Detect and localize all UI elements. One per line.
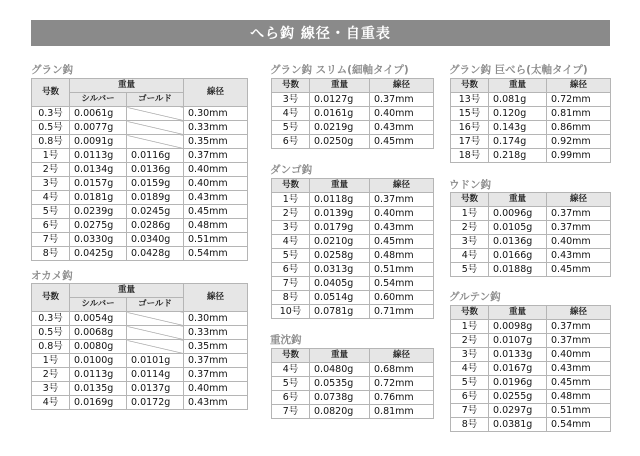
table-row — [451, 348, 611, 362]
table-row — [272, 263, 434, 277]
cell-diameter: 0.45mm — [184, 205, 248, 219]
table-kyobera — [450, 78, 611, 163]
table-row — [451, 93, 611, 107]
cell-gou: 1号 — [32, 354, 70, 368]
cell-gou: 2号 — [32, 163, 70, 177]
cell-gou: 0.5号 — [32, 121, 70, 135]
cell-diameter: 0.43mm — [547, 249, 611, 263]
cell-silver: 0.0113g — [70, 368, 127, 382]
cell-gold — [127, 107, 184, 121]
cell-gold: 0.0137g — [127, 382, 184, 396]
table-row — [451, 207, 611, 221]
cell-diameter: 0.37mm — [370, 93, 434, 107]
table-row — [272, 193, 434, 207]
header-gou: 号数 — [451, 79, 489, 93]
cell-weight: 0.0105g — [489, 221, 547, 235]
table-row — [32, 382, 248, 396]
cell-diameter: 0.30mm — [184, 312, 248, 326]
cell-gou: 5号 — [272, 377, 310, 391]
cell-weight: 0.0136g — [489, 235, 547, 249]
cell-weight: 0.0313g — [310, 263, 370, 277]
cell-diameter: 0.60mm — [370, 291, 434, 305]
cell-gou: 18号 — [451, 149, 489, 163]
cell-diameter: 0.33mm — [184, 326, 248, 340]
table-row — [451, 320, 611, 334]
cell-weight: 0.0210g — [310, 235, 370, 249]
cell-weight: 0.0480g — [310, 363, 370, 377]
table-row — [32, 177, 248, 191]
table-row — [32, 326, 248, 340]
header-diameter: 線径 — [547, 306, 611, 320]
table-row — [451, 121, 611, 135]
cell-gou: 7号 — [272, 277, 310, 291]
cell-gold: 0.0189g — [127, 191, 184, 205]
table-row — [451, 334, 611, 348]
table-row — [32, 219, 248, 233]
cell-weight: 0.0139g — [310, 207, 370, 221]
cell-weight: 0.0161g — [310, 107, 370, 121]
cell-weight: 0.120g — [489, 107, 547, 121]
table-row — [272, 135, 434, 149]
table-gluten — [450, 305, 611, 432]
cell-gou: 16号 — [451, 121, 489, 135]
cell-weight: 0.0098g — [489, 320, 547, 334]
cell-weight: 0.0167g — [489, 362, 547, 376]
table-row — [32, 121, 248, 135]
header-gou: 号数 — [32, 79, 70, 107]
table-row — [32, 205, 248, 219]
cell-weight: 0.0820g — [310, 405, 370, 419]
cell-gou: 3号 — [272, 93, 310, 107]
cell-diameter: 0.40mm — [547, 348, 611, 362]
header-weight: 重量 — [70, 79, 184, 93]
cell-gold — [127, 312, 184, 326]
table-dango — [271, 178, 434, 319]
table-row — [451, 376, 611, 390]
header-diameter: 線径 — [184, 79, 248, 107]
table-udon — [450, 192, 611, 277]
table-row — [272, 121, 434, 135]
cell-diameter: 0.43mm — [184, 191, 248, 205]
cell-gold — [127, 121, 184, 135]
header-gou: 号数 — [272, 349, 310, 363]
cell-gou: 3号 — [32, 382, 70, 396]
cell-silver: 0.0080g — [70, 340, 127, 354]
cell-diameter: 0.43mm — [370, 221, 434, 235]
cell-diameter: 0.45mm — [547, 263, 611, 277]
header-weight: 重量 — [310, 349, 370, 363]
header-gou: 号数 — [272, 179, 310, 193]
table-row — [451, 107, 611, 121]
table-row — [272, 235, 434, 249]
cell-weight: 0.0255g — [489, 390, 547, 404]
cell-gou: 6号 — [272, 391, 310, 405]
cell-diameter: 0.37mm — [547, 320, 611, 334]
section-title-udon: ウドン鈎 — [449, 179, 491, 191]
section-title-okame: オカメ鈎 — [31, 270, 73, 282]
cell-diameter: 0.40mm — [370, 207, 434, 221]
cell-gou: 6号 — [272, 135, 310, 149]
cell-silver: 0.0091g — [70, 135, 127, 149]
cell-gou: 3号 — [32, 177, 70, 191]
header-diameter: 線径 — [547, 79, 611, 93]
cell-silver: 0.0330g — [70, 233, 127, 247]
cell-diameter: 0.81mm — [370, 405, 434, 419]
table-row — [272, 221, 434, 235]
cell-silver: 0.0239g — [70, 205, 127, 219]
table-row — [451, 249, 611, 263]
cell-gou: 7号 — [272, 405, 310, 419]
cell-gou: 5号 — [451, 376, 489, 390]
cell-diameter: 0.40mm — [184, 382, 248, 396]
table-row — [451, 149, 611, 163]
cell-diameter: 0.48mm — [184, 219, 248, 233]
cell-gou: 17号 — [451, 135, 489, 149]
cell-gold: 0.0114g — [127, 368, 184, 382]
table-okame — [31, 283, 248, 410]
section-title-dango: ダンゴ鈎 — [270, 164, 313, 176]
header-diameter: 線径 — [370, 349, 434, 363]
table-row — [451, 221, 611, 235]
cell-weight: 0.0127g — [310, 93, 370, 107]
header-weight: 重量 — [70, 284, 184, 298]
cell-weight: 0.0133g — [489, 348, 547, 362]
table-row — [451, 362, 611, 376]
cell-gold: 0.0136g — [127, 163, 184, 177]
header-weight: 重量 — [489, 306, 547, 320]
table-row — [451, 135, 611, 149]
cell-gou: 7号 — [451, 404, 489, 418]
table-row — [272, 405, 434, 419]
cell-silver: 0.0068g — [70, 326, 127, 340]
table-row — [272, 93, 434, 107]
cell-diameter: 0.43mm — [184, 396, 248, 410]
header-diameter: 線径 — [547, 193, 611, 207]
table-row — [32, 233, 248, 247]
cell-gou: 3号 — [272, 221, 310, 235]
cell-gou: 2号 — [451, 221, 489, 235]
cell-gou: 7号 — [32, 233, 70, 247]
cell-diameter: 0.37mm — [547, 207, 611, 221]
cell-diameter: 0.71mm — [370, 305, 434, 319]
cell-weight: 0.0107g — [489, 334, 547, 348]
header-diameter: 線径 — [184, 284, 248, 312]
cell-gou: 4号 — [272, 107, 310, 121]
table-row — [272, 207, 434, 221]
cell-gou: 5号 — [32, 205, 70, 219]
cell-gold — [127, 340, 184, 354]
cell-silver: 0.0100g — [70, 354, 127, 368]
cell-diameter: 0.45mm — [370, 135, 434, 149]
cell-diameter: 0.40mm — [184, 163, 248, 177]
cell-weight: 0.081g — [489, 93, 547, 107]
table-gurankan — [31, 78, 248, 261]
cell-gou: 8号 — [272, 291, 310, 305]
cell-silver: 0.0135g — [70, 382, 127, 396]
table-row — [451, 263, 611, 277]
cell-gou: 3号 — [451, 235, 489, 249]
cell-diameter: 0.54mm — [184, 247, 248, 261]
cell-diameter: 0.37mm — [370, 193, 434, 207]
header-gold: ゴールド — [127, 298, 184, 312]
cell-silver: 0.0275g — [70, 219, 127, 233]
cell-diameter: 0.51mm — [547, 404, 611, 418]
cell-diameter: 0.99mm — [547, 149, 611, 163]
cell-gou: 10号 — [272, 305, 310, 319]
header-weight: 重量 — [489, 193, 547, 207]
cell-gou: 6号 — [272, 263, 310, 277]
cell-diameter: 0.81mm — [547, 107, 611, 121]
cell-gou: 8号 — [32, 247, 70, 261]
cell-diameter: 0.37mm — [547, 334, 611, 348]
cell-gold: 0.0101g — [127, 354, 184, 368]
cell-diameter: 0.92mm — [547, 135, 611, 149]
table-row — [272, 377, 434, 391]
cell-gou: 4号 — [32, 191, 70, 205]
header-weight: 重量 — [310, 79, 370, 93]
cell-gou: 4号 — [451, 362, 489, 376]
table-row — [272, 305, 434, 319]
cell-silver: 0.0134g — [70, 163, 127, 177]
cell-weight: 0.0179g — [310, 221, 370, 235]
cell-weight: 0.0738g — [310, 391, 370, 405]
cell-gou: 1号 — [32, 149, 70, 163]
cell-silver: 0.0113g — [70, 149, 127, 163]
cell-weight: 0.0188g — [489, 263, 547, 277]
header-gold: ゴールド — [127, 93, 184, 107]
cell-weight: 0.0514g — [310, 291, 370, 305]
section-title-gluten: グルテン鈎 — [449, 291, 501, 303]
cell-silver: 0.0054g — [70, 312, 127, 326]
table-row — [32, 396, 248, 410]
cell-diameter: 0.40mm — [547, 235, 611, 249]
cell-diameter: 0.51mm — [370, 263, 434, 277]
cell-silver: 0.0077g — [70, 121, 127, 135]
cell-gou: 1号 — [272, 193, 310, 207]
cell-weight: 0.143g — [489, 121, 547, 135]
cell-diameter: 0.76mm — [370, 391, 434, 405]
cell-silver: 0.0061g — [70, 107, 127, 121]
cell-gou: 15号 — [451, 107, 489, 121]
cell-diameter: 0.40mm — [184, 177, 248, 191]
cell-gou: 0.3号 — [32, 107, 70, 121]
cell-diameter: 0.54mm — [370, 277, 434, 291]
cell-weight: 0.0219g — [310, 121, 370, 135]
cell-weight: 0.0166g — [489, 249, 547, 263]
table-row — [32, 163, 248, 177]
cell-weight: 0.0118g — [310, 193, 370, 207]
cell-gou: 4号 — [272, 235, 310, 249]
cell-diameter: 0.33mm — [184, 121, 248, 135]
cell-diameter: 0.37mm — [547, 221, 611, 235]
cell-gold — [127, 326, 184, 340]
table-row — [272, 391, 434, 405]
table-row — [272, 291, 434, 305]
cell-weight: 0.218g — [489, 149, 547, 163]
cell-diameter: 0.37mm — [184, 149, 248, 163]
table-row — [272, 277, 434, 291]
cell-gou: 0.8号 — [32, 340, 70, 354]
cell-weight: 0.0297g — [489, 404, 547, 418]
cell-gold — [127, 135, 184, 149]
cell-weight: 0.0250g — [310, 135, 370, 149]
page-title: へら鈎 線径・自重表 — [31, 20, 610, 46]
cell-gold: 0.0159g — [127, 177, 184, 191]
cell-gou: 1号 — [451, 207, 489, 221]
cell-silver: 0.0181g — [70, 191, 127, 205]
cell-diameter: 0.54mm — [547, 418, 611, 432]
cell-gou: 5号 — [451, 263, 489, 277]
cell-gou: 5号 — [272, 121, 310, 135]
cell-silver: 0.0425g — [70, 247, 127, 261]
table-row — [32, 135, 248, 149]
cell-diameter: 0.86mm — [547, 121, 611, 135]
cell-gou: 0.3号 — [32, 312, 70, 326]
table-row — [32, 149, 248, 163]
cell-diameter: 0.72mm — [547, 93, 611, 107]
cell-diameter: 0.51mm — [184, 233, 248, 247]
cell-weight: 0.0405g — [310, 277, 370, 291]
cell-gou: 3号 — [451, 348, 489, 362]
table-row — [32, 368, 248, 382]
cell-gou: 0.5号 — [32, 326, 70, 340]
cell-diameter: 0.45mm — [370, 235, 434, 249]
table-row — [451, 390, 611, 404]
cell-weight: 0.0096g — [489, 207, 547, 221]
cell-gold: 0.0286g — [127, 219, 184, 233]
table-row — [32, 312, 248, 326]
header-gou: 号数 — [272, 79, 310, 93]
cell-diameter: 0.68mm — [370, 363, 434, 377]
table-jyuchin — [271, 348, 434, 419]
header-gou: 号数 — [451, 193, 489, 207]
cell-gold: 0.0340g — [127, 233, 184, 247]
cell-gou: 6号 — [32, 219, 70, 233]
header-diameter: 線径 — [370, 179, 434, 193]
cell-gou: 4号 — [32, 396, 70, 410]
table-row — [272, 363, 434, 377]
cell-gou: 2号 — [32, 368, 70, 382]
table-row — [32, 107, 248, 121]
cell-gou: 0.8号 — [32, 135, 70, 149]
cell-gou: 5号 — [272, 249, 310, 263]
table-row — [32, 354, 248, 368]
section-title-jyuchin: 重沈鈎 — [270, 334, 302, 346]
cell-gold: 0.0116g — [127, 149, 184, 163]
section-title-kyobera: グラン鈎 巨べら(太軸タイプ) — [449, 64, 588, 76]
header-weight: 重量 — [310, 179, 370, 193]
cell-diameter: 0.48mm — [370, 249, 434, 263]
cell-diameter: 0.37mm — [184, 368, 248, 382]
header-silver: シルバー — [70, 298, 127, 312]
cell-weight: 0.0535g — [310, 377, 370, 391]
cell-gold: 0.0172g — [127, 396, 184, 410]
cell-diameter: 0.43mm — [370, 121, 434, 135]
cell-weight: 0.0258g — [310, 249, 370, 263]
cell-gou: 4号 — [451, 249, 489, 263]
cell-diameter: 0.37mm — [184, 354, 248, 368]
cell-gou: 1号 — [451, 320, 489, 334]
table-row — [451, 235, 611, 249]
table-row — [32, 191, 248, 205]
cell-diameter: 0.43mm — [547, 362, 611, 376]
cell-gold: 0.0428g — [127, 247, 184, 261]
cell-weight: 0.0781g — [310, 305, 370, 319]
table-row — [451, 404, 611, 418]
header-silver: シルバー — [70, 93, 127, 107]
cell-gou: 2号 — [451, 334, 489, 348]
header-diameter: 線径 — [370, 79, 434, 93]
table-gslim — [271, 78, 434, 149]
header-weight: 重量 — [489, 79, 547, 93]
section-title-gurankan: グラン鈎 — [31, 64, 73, 76]
table-row — [32, 247, 248, 261]
cell-gou: 4号 — [272, 363, 310, 377]
table-row — [272, 107, 434, 121]
cell-silver: 0.0157g — [70, 177, 127, 191]
cell-diameter: 0.35mm — [184, 340, 248, 354]
cell-diameter: 0.35mm — [184, 135, 248, 149]
header-gou: 号数 — [451, 306, 489, 320]
cell-diameter: 0.45mm — [547, 376, 611, 390]
cell-weight: 0.174g — [489, 135, 547, 149]
cell-gold: 0.0245g — [127, 205, 184, 219]
cell-diameter: 0.30mm — [184, 107, 248, 121]
cell-gou: 8号 — [451, 418, 489, 432]
cell-diameter: 0.48mm — [547, 390, 611, 404]
section-title-gslim: グラン鈎 スリム(細軸タイプ) — [270, 64, 409, 76]
cell-diameter: 0.72mm — [370, 377, 434, 391]
table-row — [32, 340, 248, 354]
cell-diameter: 0.40mm — [370, 107, 434, 121]
cell-weight: 0.0381g — [489, 418, 547, 432]
cell-silver: 0.0169g — [70, 396, 127, 410]
header-gou: 号数 — [32, 284, 70, 312]
table-row — [272, 249, 434, 263]
cell-weight: 0.0196g — [489, 376, 547, 390]
table-row — [451, 418, 611, 432]
cell-gou: 6号 — [451, 390, 489, 404]
cell-gou: 13号 — [451, 93, 489, 107]
cell-gou: 2号 — [272, 207, 310, 221]
